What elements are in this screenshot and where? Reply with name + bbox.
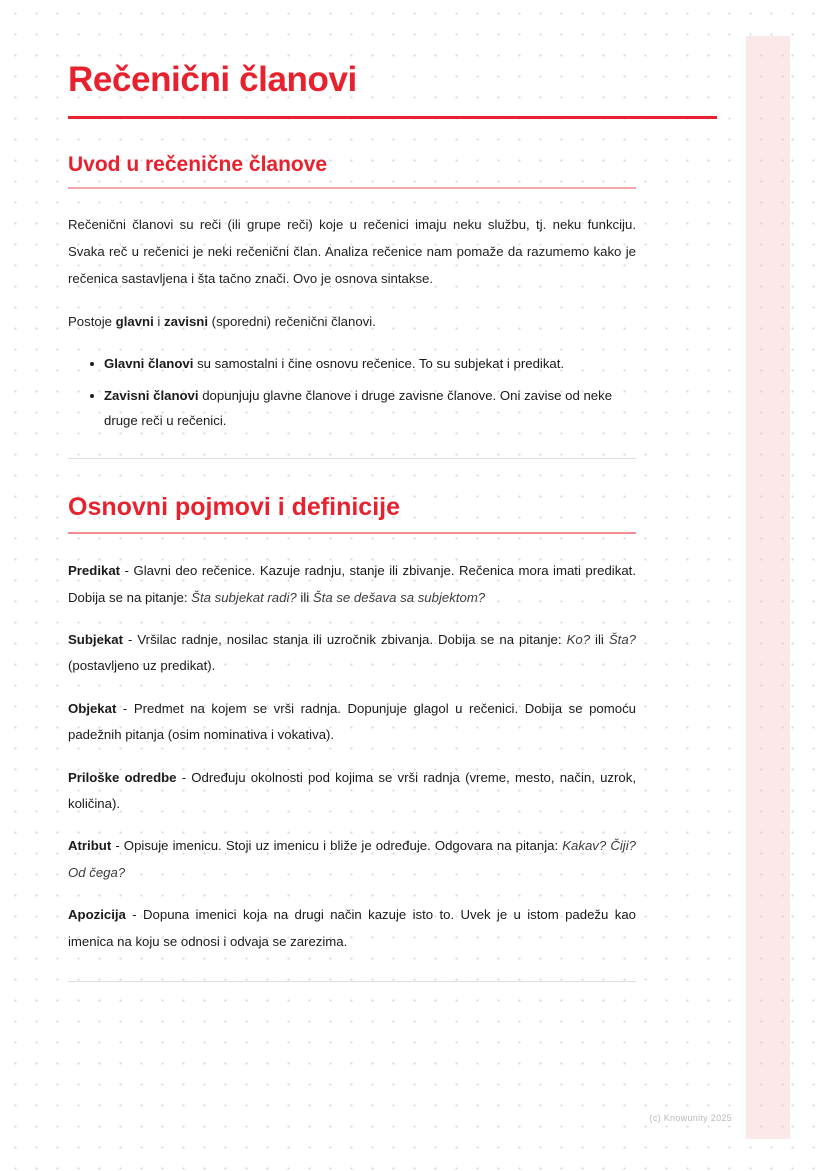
intro-post: (sporedni) rečenični članovi.	[208, 313, 376, 329]
term-part-italic: Šta se dešava sa subjektom?	[312, 589, 486, 605]
section-underline-definitions	[68, 532, 636, 534]
bullet-term-glavni: Glavni članovi	[104, 356, 194, 371]
bottom-divider	[68, 981, 636, 982]
intro-bold-zavisni: zavisni	[164, 313, 209, 329]
section-heading-definitions: Osnovni pojmovi i definicije	[68, 493, 400, 522]
term-part-italic: Ko?	[566, 632, 591, 648]
copyright-footer: (c) Knowunity 2025	[649, 1113, 732, 1123]
term-part: - Određuju okolnosti pod kojima se vrši radnja (vreme, mesto, način, uzrok, količina).	[68, 769, 636, 812]
term-part: ili	[590, 632, 609, 648]
right-margin-strip	[744, 36, 790, 1139]
term-part: - Vršilac radnje, nosilac stanja ili uzročnik zbivanja. Dobija se na pitanje:	[122, 632, 567, 648]
term-part: - Glavni deo rečenice. Kazuje radnju, stanje ili zbivanje. Rečenica mora imati predikat. Dobija se na pitanje:	[68, 563, 636, 605]
list-item	[90, 383, 636, 434]
page-title: Rečenični članovi	[68, 60, 357, 99]
term-part: ili	[296, 589, 313, 605]
section-divider	[68, 458, 636, 459]
term-label: Apozicija	[68, 907, 126, 923]
term-subjekat	[68, 627, 636, 680]
term-atribut	[68, 833, 636, 886]
member-types-list	[68, 351, 636, 434]
intro-pre: Postoje	[68, 313, 116, 329]
term-part: - Predmet na kojem se vrši radnja. Dopunjuje glagol u rečenici. Dobija se pomoću padežnih pitanja (osim nominativa i vokativa).	[68, 700, 636, 743]
term-label: Priloške odredbe	[68, 769, 177, 785]
term-part: (postavljeno uz predikat).	[68, 658, 216, 674]
intro-types-line	[68, 308, 636, 335]
bullet-text-glavni: su samostalni i čine osnovu rečenice. To su subjekat i predikat.	[193, 356, 565, 371]
title-underline	[68, 116, 717, 119]
term-priloske-odredbe	[68, 765, 636, 818]
term-part-italic: Šta?	[608, 632, 636, 648]
section-heading-intro: Uvod u rečenične članove	[68, 153, 328, 177]
bullet-term-zavisni: Zavisni članovi	[104, 387, 199, 403]
term-objekat	[68, 696, 636, 749]
term-predikat	[68, 558, 636, 611]
intro-paragraph: Rečenični članovi su reči (ili grupe reči) koje u rečenici imaju neku službu, tj. neku funkciju. Svaka reč u rečenici je neki rečenični član. Analiza rečenice nam pomaže da razumemo kako je rečenica sastavljena i šta tačno znači. Ovo je osnova sintakse.	[68, 216, 636, 286]
term-label: Objekat	[68, 700, 117, 716]
term-part-italic: Kakav? Čiji? Od čega?	[68, 838, 636, 880]
bullet-text-zavisni: dopunjuju glavne članove i druge zavisne članove. Oni zavise od neke druge reči u rečenici.	[104, 387, 613, 429]
term-label: Atribut	[68, 838, 112, 854]
section-underline-intro	[68, 187, 636, 189]
term-part: - Dopuna imenici koja na drugi način kazuje isto to. Uvek je u istom padežu kao imenica na koju se odnosi i odvaja se zarezima.	[68, 907, 636, 949]
term-part-italic: Šta subjekat radi?	[191, 589, 297, 605]
term-part: - Opisuje imenicu. Stoji uz imenicu i bliže je određuje. Odgovara na pitanja:	[111, 838, 563, 854]
list-item	[90, 351, 636, 377]
term-label: Subjekat	[68, 632, 123, 648]
intro-bold-glavni: glavni	[115, 313, 154, 329]
document-content	[68, 60, 636, 982]
term-apozicija	[68, 902, 636, 955]
intro-mid: i	[153, 313, 165, 329]
term-label: Predikat	[68, 563, 121, 579]
